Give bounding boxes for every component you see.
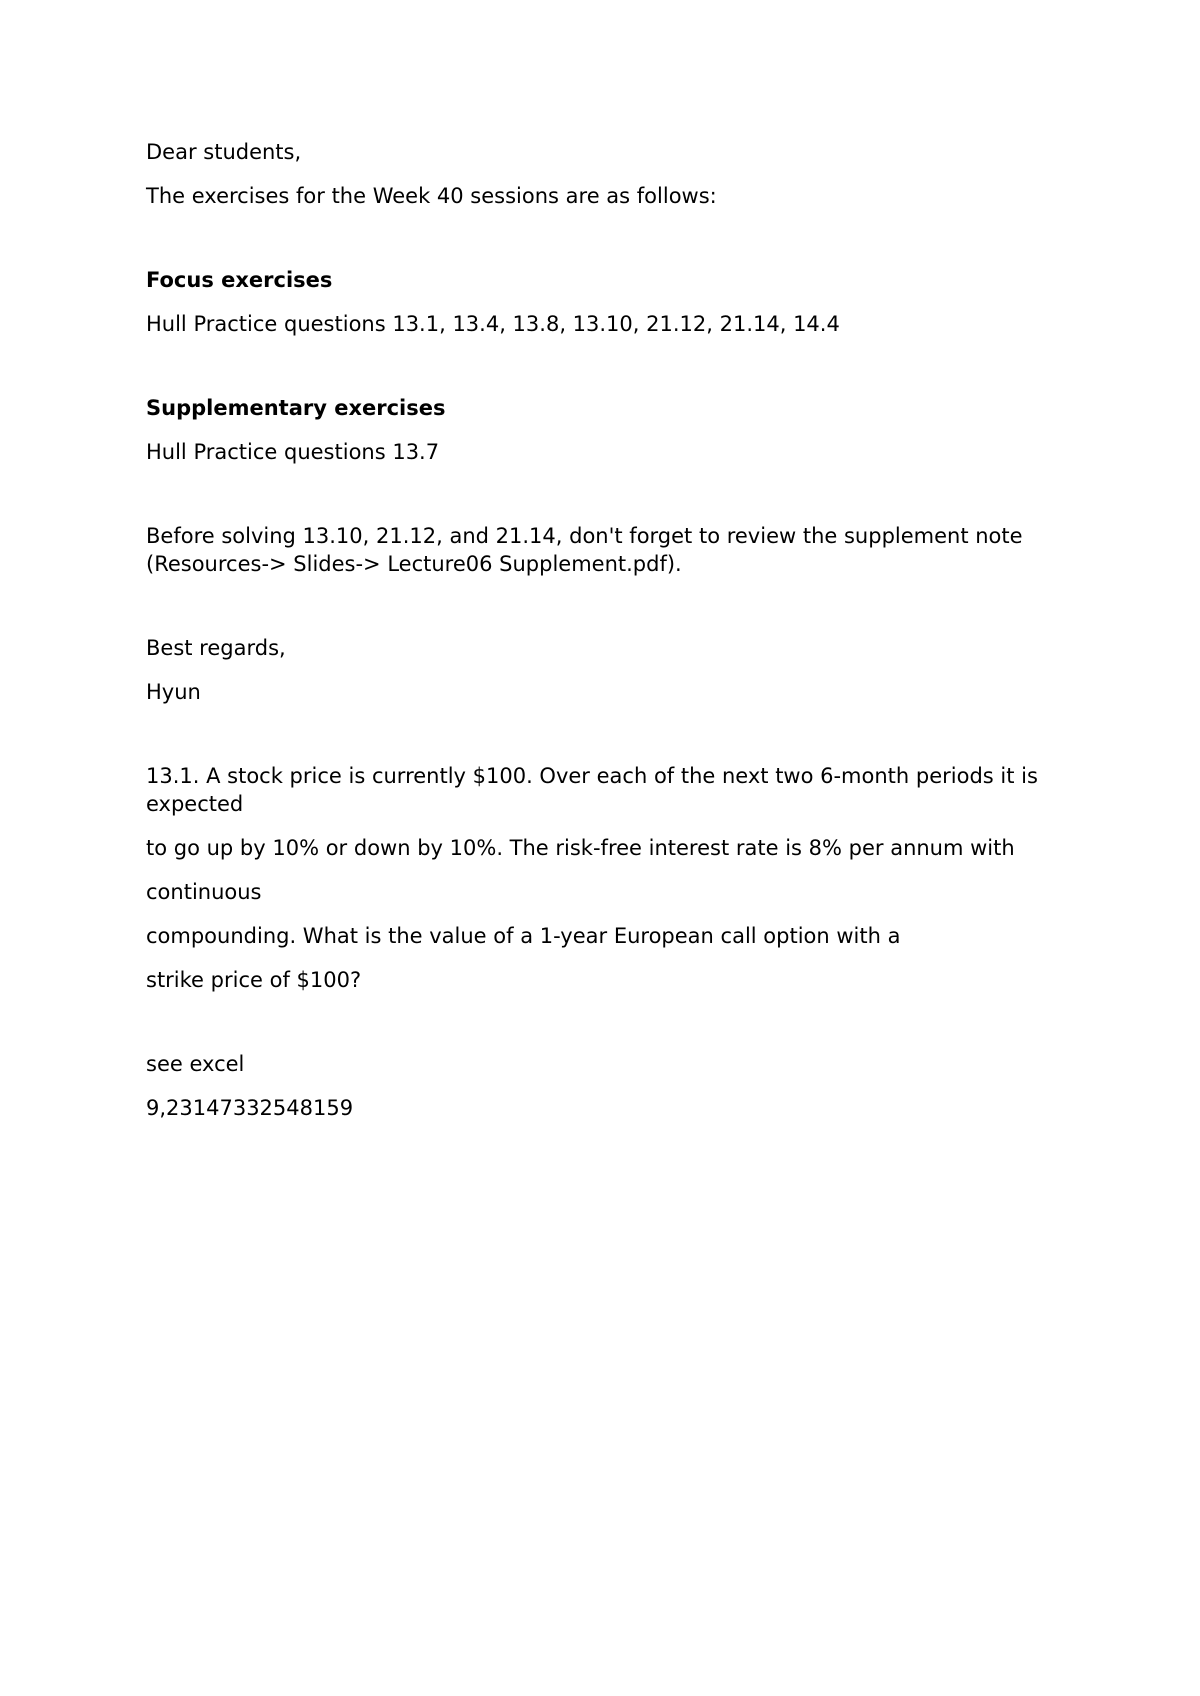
focus-heading: Focus exercises	[146, 268, 333, 292]
answer-value: 9,23147332548159	[146, 1096, 354, 1120]
answer-note: see excel	[146, 1052, 245, 1076]
supplement-note: Before solving 13.10, 21.12, and 21.14, don't forget to review the supplement note (Resources-> Slides-> Lecture06 Supplement.pdf).	[146, 524, 1023, 576]
greeting: Dear students,	[146, 140, 302, 164]
signature-name: Hyun	[146, 680, 201, 704]
question-line: strike price of $100?	[146, 968, 362, 992]
intro-text: The exercises for the Week 40 sessions are as follows:	[146, 184, 717, 208]
document-body	[146, 138, 1066, 1138]
question-line: to go up by 10% or down by 10%. The risk-free interest rate is 8% per annum with	[146, 836, 1015, 860]
question-line: continuous	[146, 880, 262, 904]
question-line: compounding. What is the value of a 1-year European call option with a	[146, 924, 901, 948]
supplementary-text: Hull Practice questions 13.7	[146, 440, 440, 464]
focus-text: Hull Practice questions 13.1, 13.4, 13.8, 13.10, 21.12, 21.14, 14.4	[146, 312, 840, 336]
supplementary-heading: Supplementary exercises	[146, 396, 446, 420]
question-line: 13.1. A stock price is currently $100. Over each of the next two 6-month periods it is expected	[146, 764, 1038, 816]
closing-regards: Best regards,	[146, 636, 286, 660]
